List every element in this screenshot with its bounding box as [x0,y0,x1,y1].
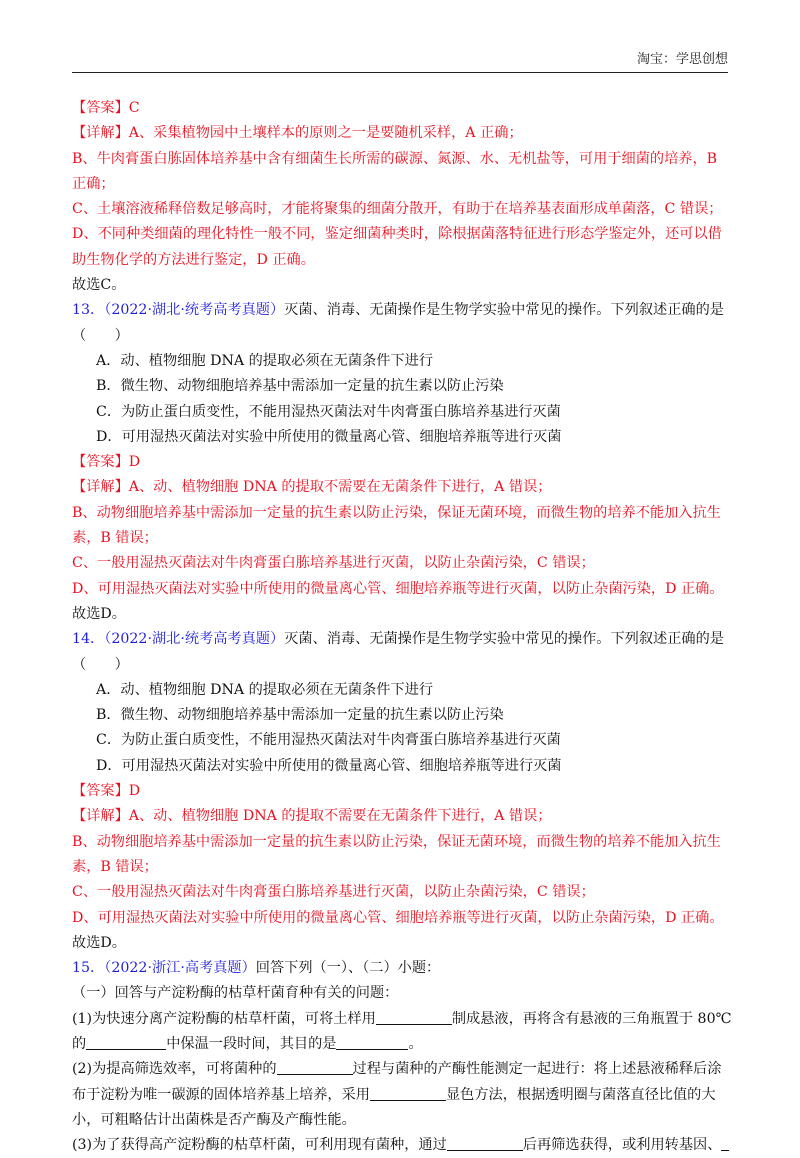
option-a: A．动、植物细胞 DNA 的提取必须在无菌条件下进行 [96,681,434,698]
detail-line: B、牛肉膏蛋白胨固体培养基中含有细菌生长所需的碳源、氮源、水、无机盐等，可用于细菌的培养，B [72,150,718,167]
option-a: A．动、植物细胞 DNA 的提取必须在无菌条件下进行 [96,352,434,369]
option-b: B．微生物、动物细胞培养基中需添加一定量的抗生素以防止污染 [96,378,504,395]
subquestion-1-cont [72,1032,730,1057]
detail-line: 素，B 错误； [72,530,158,547]
conclusion-line: 故选C。 [72,277,126,294]
page-header [72,52,728,73]
answer-blank[interactable] [721,1135,729,1151]
subquestion-2-cont [72,1083,730,1108]
option-c: C．为防止蛋白质变性，不能用湿热灭菌法对牛肉膏蛋白胨培养基进行灭菌 [96,732,561,749]
detail-line: 正确； [72,175,115,192]
option-d: D．可用湿热灭菌法对实验中所使用的微量离心管、细胞培养瓶等进行灭菌 [96,757,562,774]
detail-line: 【详解】A、动、植物细胞 DNA 的提取不需要在无菌条件下进行，A 错误； [72,808,552,825]
detail-line: B、动物细胞培养基中需添加一定量的抗生素以防止污染，保证无菌环境，而微生物的培养不能加入抗生 [72,833,721,850]
question-14-stem [72,627,730,652]
detail-line: D、可用湿热灭菌法对实验中所使用的微量离心管、细胞培养瓶等进行灭菌，以防止杂菌污染，D 正确。 [72,909,724,926]
text-segment: 。 [408,1035,423,1052]
text-segment: 后再筛选获得，或利用转基因、 [522,1137,722,1154]
question-number: 14． [72,631,105,648]
text-segment: 布于淀粉为唯一碳源的固体培养基上培养，采用 [72,1086,370,1103]
text-segment: 中保温一段时间，其目的是 [166,1035,337,1052]
answer-blank[interactable] [336,1034,408,1050]
question-text: 灭菌、消毒、无菌操作是生物学实验中常见的操作。下列叙述正确的是 [284,302,724,319]
answer-line: 【答案】C [72,100,140,116]
answer-line: 【答案】D [72,454,141,471]
question-text: 回答下列（一）、（二）小题： [255,960,441,977]
question-source: （2022·湖北·统考高考真题） [104,631,285,648]
subquestion-2 [72,1057,730,1082]
text-segment: (2)为提高筛选效率，可将菌种的 [72,1061,277,1078]
option-d: D．可用湿热灭菌法对实验中所使用的微量离心管、细胞培养瓶等进行灭菌 [96,428,562,445]
answer-blank[interactable] [86,1034,166,1050]
text-segment: 制成悬液，再将含有悬液的三角瓶置于 80℃ [451,1010,732,1027]
subquestion-1 [72,1007,730,1032]
question-15-stem [72,956,730,981]
detail-line: 【详解】A、动、植物细胞 DNA 的提取不需要在无菌条件下进行，A 错误； [72,479,552,496]
question-paren: （ ） [72,327,129,344]
detail-line: D、不同种类细菌的理化特性一般不同，鉴定细菌种类时，除根据菌落特征进行形态学鉴定外，还可以借 [72,226,722,243]
subquestion-2-end: 小，可粗略估计出菌株是否产酶及产酶性能。 [72,1111,356,1128]
detail-line: C、土壤溶液稀释倍数足够高时，才能将聚集的细菌分散开，有助于在培养基表面形成单菌落，C 错误； [72,201,723,218]
answer-blank[interactable] [370,1085,446,1101]
question-source: （2022·湖北·统考高考真题） [104,302,285,319]
header-shop-text: 淘宝：学思创想 [636,52,728,67]
question-source: （2022·浙江·高考真题） [104,960,256,977]
question-number: 15． [72,960,105,977]
text-segment: (3)为了获得高产淀粉酶的枯草杆菌，可利用现有菌种，通过 [72,1137,447,1154]
text-segment: 的 [72,1035,87,1052]
detail-line: 助生物化学的方法进行鉴定，D 正确。 [72,251,315,268]
detail-line: C、一般用湿热灭菌法对牛肉膏蛋白胨培养基进行灭菌，以防止杂菌污染，C 错误； [72,884,595,901]
question-paren: （ ） [72,656,129,673]
answer-line: 【答案】D [72,783,141,800]
part-title: （一）回答与产淀粉酶的枯草杆菌育种有关的问题： [72,985,399,1002]
detail-line: D、可用湿热灭菌法对实验中所使用的微量离心管、细胞培养瓶等进行灭菌，以防止杂菌污染，D 正确。 [72,580,724,597]
subquestion-3 [72,1133,730,1158]
text-segment: (1)为快速分离产淀粉酶的枯草杆菌，可将土样用 [72,1010,376,1027]
text-segment: 过程与菌种的产酶性能测定一起进行：将上述悬液稀释后涂 [352,1061,722,1078]
question-13-stem [72,298,730,323]
detail-line: C、一般用湿热灭菌法对牛肉膏蛋白胨培养基进行灭菌，以防止杂菌污染，C 错误； [72,555,595,572]
detail-line: 【详解】A、采集植物园中土壤样本的原则之一是要随机采样，A 正确； [72,125,523,142]
option-b: B．微生物、动物细胞培养基中需添加一定量的抗生素以防止污染 [96,707,504,724]
detail-line: B、动物细胞培养基中需添加一定量的抗生素以防止污染，保证无菌环境，而微生物的培养不能加入抗生 [72,504,721,521]
answer-blank[interactable] [447,1135,523,1151]
option-c: C．为防止蛋白质变性，不能用湿热灭菌法对牛肉膏蛋白胨培养基进行灭菌 [96,403,561,420]
question-number: 13． [72,302,105,319]
document-body [72,96,730,1158]
text-segment: 显色方法，根据透明圈与菌落直径比值的大 [445,1086,716,1103]
question-text: 灭菌、消毒、无菌操作是生物学实验中常见的操作。下列叙述正确的是 [284,631,724,648]
conclusion-line: 故选D。 [72,605,126,622]
detail-line: 素，B 错误； [72,858,158,875]
answer-blank[interactable] [376,1009,452,1025]
conclusion-line: 故选D。 [72,934,126,951]
answer-blank[interactable] [277,1059,353,1075]
